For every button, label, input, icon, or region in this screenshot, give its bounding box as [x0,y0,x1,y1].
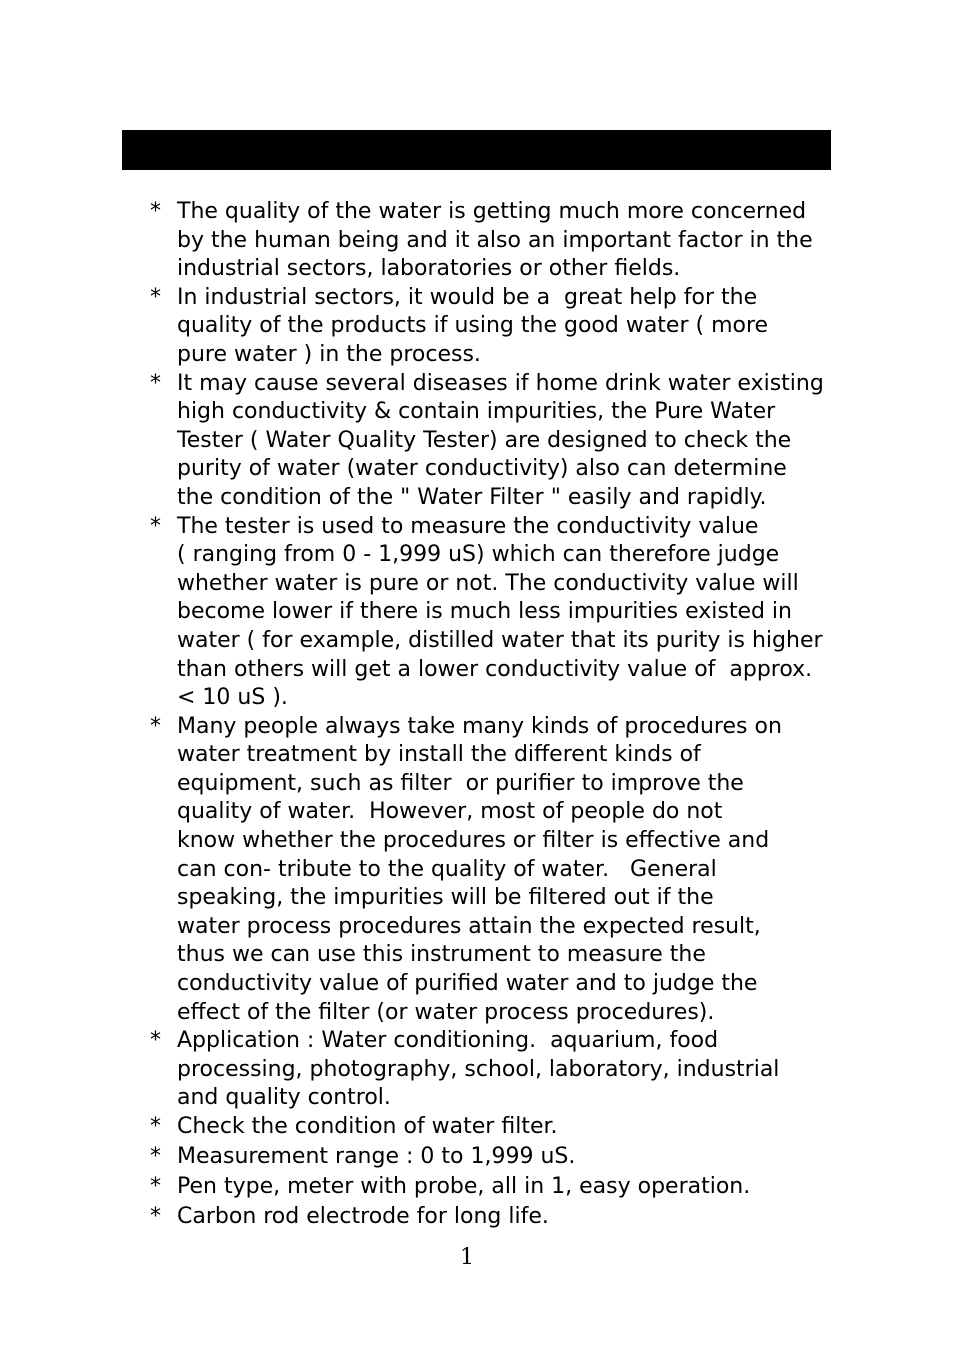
bullet-item [150,284,840,370]
bullet-marker: * [150,1204,161,1230]
bullet-marker: * [150,1174,161,1200]
bullet-text [177,1113,840,1142]
bullet-text-line: Measurement range : 0 to 1,999 uS. [177,1144,576,1170]
bullet-text-line: processing, photography, school, laboratory, industrial [177,1056,780,1082]
bullet-text-line: purity of water (water conductivity) also can determine [177,456,787,482]
bullet-text [177,198,840,284]
bullet-text-line: high conductivity & contain impurities, the Pure Water [177,399,776,425]
bullet-text-line: Tester ( Water Quality Tester) are designed to check the [177,427,792,453]
bullet-marker: * [150,713,161,739]
bullet-item [150,1173,840,1202]
bullet-text-line: industrial sectors, laboratories or other fields. [177,256,681,282]
bullet-text [177,1203,840,1232]
bullet-text [177,513,840,713]
bullet-item [150,370,840,513]
bullet-text-line: < 10 uS ). [177,685,288,711]
bullet-text-line: whether water is pure or not. The conductivity value will [177,570,799,596]
bullet-text-line: become lower if there is much less impurities existed in [177,599,792,625]
bullet-text-line: Many people always take many kinds of procedures on [177,713,782,739]
bullet-marker: * [150,199,161,224]
bullet-text-line: pure water ) in the process. [177,341,481,367]
bullet-text-line: ( ranging from 0 - 1,999 uS) which can therefore judge [177,542,780,568]
bullet-text [177,1143,840,1172]
bullet-text-line: thus we can use this instrument to measure the [177,942,706,968]
bullet-text-line: water treatment by install the different kinds of [177,742,701,768]
bullet-marker: * [150,370,161,396]
bullet-item [150,713,840,1028]
bullet-text-line: In industrial sectors, it would be a great help for the [177,284,758,310]
bullet-marker: * [150,284,161,310]
bullet-item [150,1143,840,1172]
bullet-text-line: water process procedures attain the expected result, [177,913,761,939]
bullet-text-line: Pen type, meter with probe, all in 1, easy operation. [177,1174,751,1200]
bullet-text-line: The quality of the water is getting much more concerned [177,199,807,224]
bullet-item [150,198,840,284]
bullet-text [177,1173,840,1202]
bullet-text-line: speaking, the impurities will be filtered out if the [177,885,714,911]
page-number: 1 [460,1245,474,1270]
bullet-text-line: The tester is used to measure the conductivity value [177,513,759,539]
bullet-text-line: the condition of the " Water Filter " easily and rapidly. [177,484,767,510]
bullet-text-line: quality of water. However, most of people do not [177,799,723,825]
bullet-text-line: can con- tribute to the quality of water. General [177,856,717,882]
bullet-text [177,284,840,370]
bullet-text-line: know whether the procedures or filter is effective and [177,828,770,854]
bullet-text-line: effect of the filter (or water process procedures). [177,999,715,1025]
bullet-text-line: conductivity value of purified water and to judge the [177,971,758,997]
bullet-item [150,513,840,713]
bullet-marker: * [150,1114,161,1139]
bullet-text-line: and quality control. [177,1085,391,1111]
header-bar [122,130,831,170]
bullet-text-line: quality of the products if using the good water ( more [177,313,769,339]
bullet-text [177,1027,840,1113]
bullet-text [177,713,840,1028]
bullet-text [177,370,840,513]
bullet-text-line: than others will get a lower conductivity value of approx. [177,656,813,682]
bullet-item [150,1027,840,1113]
bullet-text-line: Carbon rod electrode for long life. [177,1204,549,1230]
bullet-text-line: Check the condition of water filter. [177,1114,558,1139]
bullet-item [150,1203,840,1232]
feature-bullet-list [150,198,840,1232]
bullet-marker: * [150,513,161,539]
bullet-text-line: Application : Water conditioning. aquarium, food [177,1028,719,1054]
bullet-item [150,1113,840,1142]
bullet-marker: * [150,1144,161,1170]
bullet-marker: * [150,1028,161,1054]
bullet-text-line: by the human being and it also an important factor in the [177,227,813,253]
bullet-text-line: water ( for example, distilled water that its purity is higher [177,627,823,653]
bullet-text-line: equipment, such as filter or purifier to improve the [177,770,744,796]
bullet-text-line: It may cause several diseases if home drink water existing [177,370,824,396]
